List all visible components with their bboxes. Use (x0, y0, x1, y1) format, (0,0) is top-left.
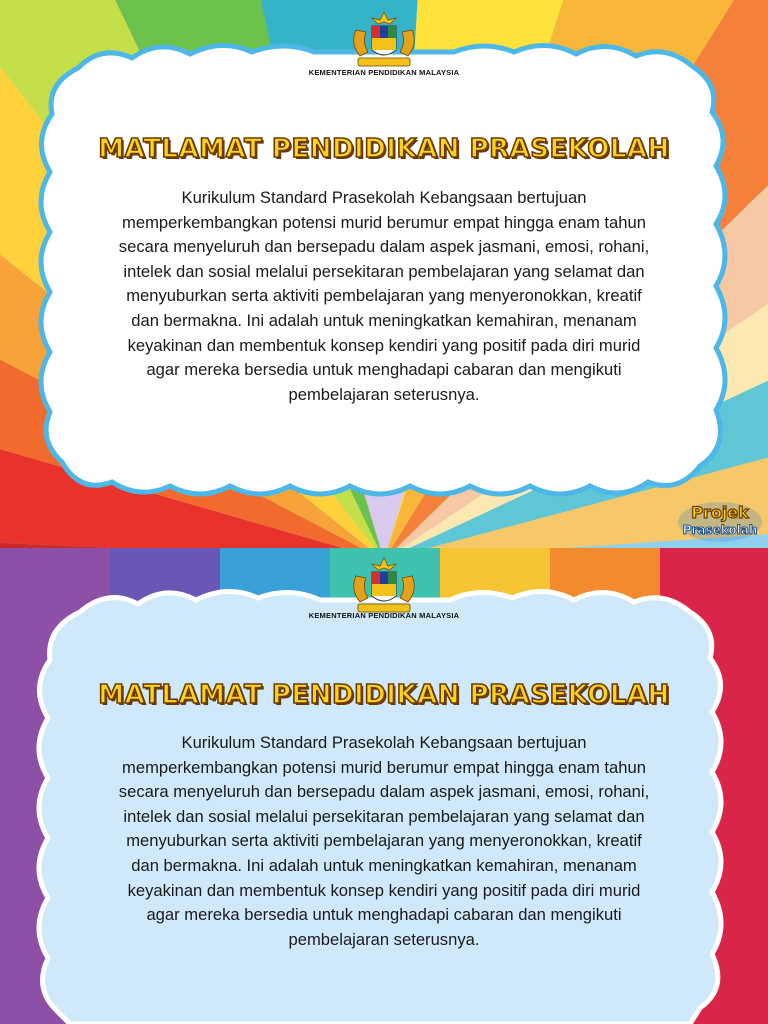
paragraph-line: intelek dan sosial melalui persekitaran pembelajaran yang selamat dan (123, 806, 645, 826)
paragraph-line: memperkembangkan potensi murid berumur empat hingga enam tahun (122, 757, 646, 777)
paragraph-line: dan bermakna. Ini adalah untuk meningkatkan kemahiran, menanam (131, 310, 637, 330)
coat-of-arms-icon (344, 10, 424, 72)
paragraph-line: keyakinan dan membentuk konsep kendiri yang positif pada diri murid (127, 335, 641, 355)
paragraph-line: keyakinan dan membentuk konsep kendiri yang positif pada diri murid (127, 880, 641, 900)
logo-line-projek: Projek (691, 503, 749, 522)
page-title: MATLAMAT PENDIDIKAN PRASEKOLAH (98, 680, 670, 710)
paragraph-line: secara menyeluruh dan bersepadu dalam aspek jasmani, emosi, rohani, (118, 237, 650, 257)
paragraph-line: intelek dan sosial melalui persekitaran pembelajaran yang selamat dan (123, 261, 645, 281)
paragraph-line: pembelajaran seterusnya. (288, 929, 480, 949)
page-title: MATLAMAT PENDIDIKAN PRASEKOLAH (98, 134, 670, 164)
coat-of-arms-icon (344, 556, 424, 618)
paragraph-line: agar mereka bersedia untuk menghadapi cabaran dan mengikuti (146, 905, 622, 925)
paragraph-line: memperkembangkan potensi murid berumur empat hingga enam tahun (122, 212, 646, 232)
paragraph-line: Kurikulum Standard Prasekolah Kebangsaan bertujuan (181, 188, 587, 207)
ministry-label: KEMENTERIAN PENDIDIKAN MALAYSIA (308, 611, 460, 620)
projek-prasekolah-logo (676, 496, 764, 544)
poster-stripes-version (0, 548, 768, 1024)
ministry-label: KEMENTERIAN PENDIDIKAN MALAYSIA (308, 68, 460, 77)
paragraph-line: menyuburkan serta aktiviti pembelajaran yang menyeronokkan, kreatif (126, 831, 642, 851)
paragraph-line: menyuburkan serta aktiviti pembelajaran yang menyeronokkan, kreatif (126, 286, 642, 306)
objective-paragraph (60, 731, 708, 952)
paragraph-line: pembelajaran seterusnya. (288, 384, 480, 404)
paragraph-line: dan bermakna. Ini adalah untuk meningkatkan kemahiran, menanam (131, 855, 637, 875)
logo-line-prasekolah: Prasekolah (682, 523, 758, 537)
objective-paragraph (60, 186, 708, 407)
paragraph-line: agar mereka bersedia untuk menghadapi cabaran dan mengikuti (146, 360, 622, 380)
paragraph-line: Kurikulum Standard Prasekolah Kebangsaan bertujuan (181, 733, 587, 752)
paragraph-line: secara menyeluruh dan bersepadu dalam aspek jasmani, emosi, rohani, (118, 782, 650, 802)
